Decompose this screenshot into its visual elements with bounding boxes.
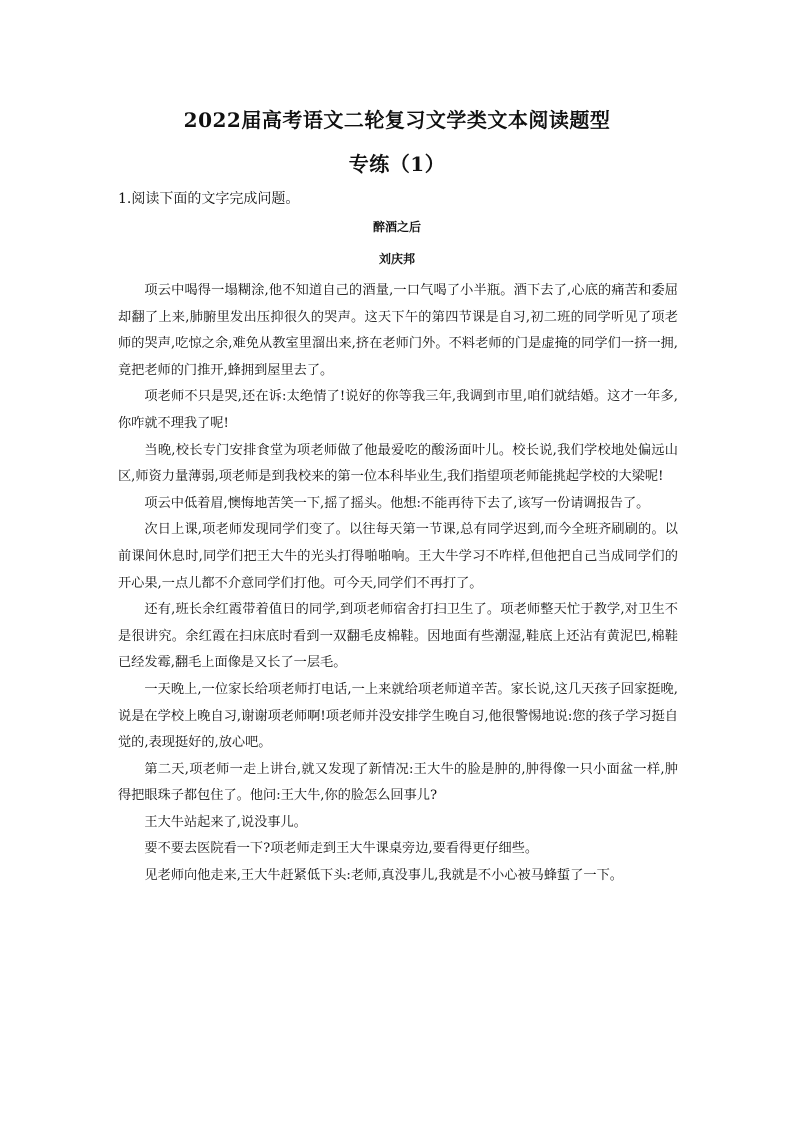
paragraph: 项老师不只是哭,还在诉:太绝情了!说好的你等我三年,我调到市里,咱们就结婚。这才一年多,你咋就不理我了呢!	[118, 389, 678, 431]
paragraph: 王大牛站起来了,说没事儿。	[144, 814, 307, 830]
paragraph: 见老师向他走来,王大牛赶紧低下头:老师,真没事儿,我就是不小心被马蜂蜇了一下。	[144, 868, 623, 884]
paragraph: 要不要去医院看一下?项老师走到王大牛课桌旁边,要看得更仔细些。	[144, 841, 539, 857]
paragraph: 还有,班长余红霞带着值日的同学,到项老师宿舍打扫卫生了。项老师整天忙于教学,对卫生不是很讲究。余红霞在扫床底时看到一双翻毛皮棉鞋。因地面有些潮湿,鞋底上还沾有黄泥巴,棉鞋已经发霉,翻毛上面像是又长了一层毛。	[118, 602, 678, 671]
question-instruction: 1.阅读下面的文字完成问题。	[118, 191, 300, 207]
paragraph: 第二天,项老师一走上讲台,就又发现了新情况:王大牛的脸是肿的,肿得像一只小面盆一样,肿得把眼珠子都包住了。他问:王大牛,你的脸怎么回事儿?	[118, 761, 678, 804]
paragraph: 项云中喝得一塌糊涂,他不知道自己的酒量,一口气喝了小半瓶。酒下去了,心底的痛苦和委屈却翻了上来,肺腑里发出压抑很久的哭声。这天下午的第四节课是自习,初二班的同学听见了项老师的哭声,吃惊之余,难免从教室里溜出来,挤在老师门外。不料老师的门是虚掩的同学们一挤一拥,竟把老师的门推开,蜂拥到屋里去了。	[118, 283, 678, 378]
paragraph: 项云中低着眉,懊悔地苦笑一下,摇了摇头。他想:不能再待下去了,该写一份请调报告了。	[144, 495, 650, 511]
article-body	[118, 278, 678, 890]
paragraph: 当晚,校长专门安排食堂为项老师做了他最爱吃的酸汤面叶儿。校长说,我们学校地处偏远山区,师资力量薄弱,项老师是到我校来的第一位本科毕业生,我们指望项老师能挑起学校的大梁呢!	[118, 442, 678, 485]
article-title: 醉酒之后	[372, 220, 421, 234]
document-title: 2022届高考语文二轮复习文学类文本阅读题型	[183, 108, 611, 132]
paragraph: 次日上课,项老师发现同学们变了。以往每天第一节课,总有同学迟到,而今全班齐刷刷的。以前课间休息时,同学们把王大牛的光头打得啪啪响。王大牛学习不咋样,但他把自己当成同学们的开心果,一点儿都不介意同学们打他。可今天,同学们不再打了。	[118, 522, 678, 591]
paragraph: 一天晚上,一位家长给项老师打电话,一上来就给项老师道辛苦。家长说,这几天孩子回家挺晚,说是在学校上晚自习,谢谢项老师啊!项老师并没安排学生晚自习,他很警惕地说:您的孩子学习挺自觉的,表现挺好的,放心吧。	[118, 681, 678, 751]
document-subtitle: 专练（1）	[348, 152, 446, 176]
article-author: 刘庆邦	[378, 252, 415, 266]
